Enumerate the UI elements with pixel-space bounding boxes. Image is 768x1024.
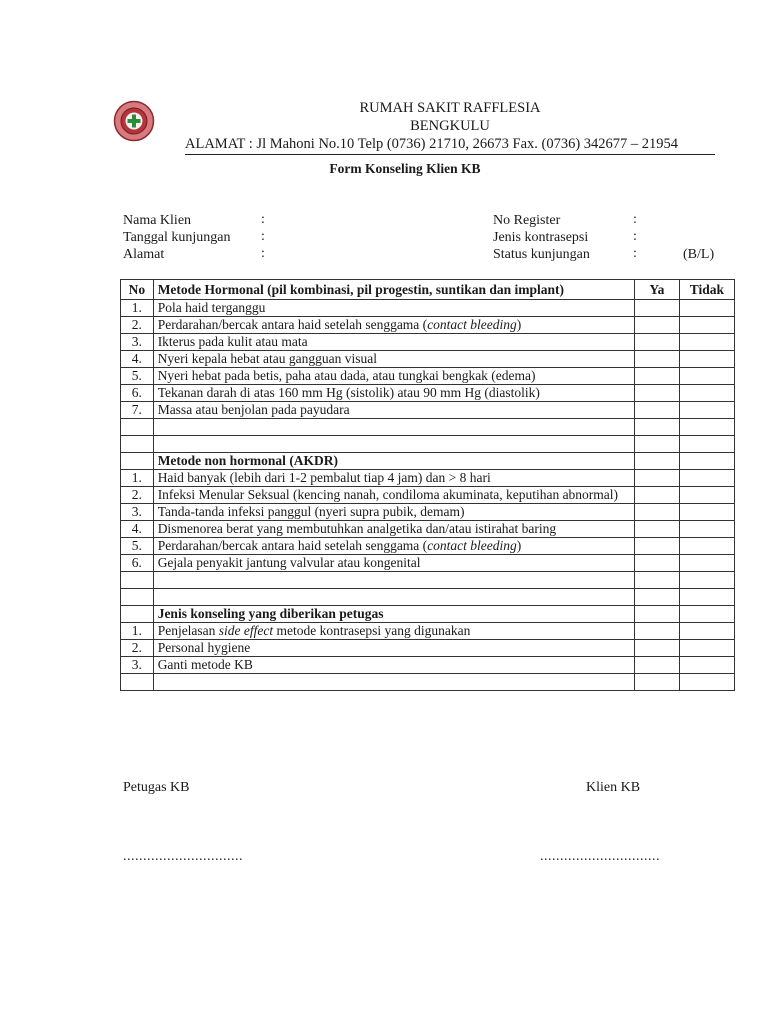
field-tanggal-kunjungan-label: Tanggal kunjungan [123, 230, 231, 245]
item-text-main: Penjelasan [157, 623, 219, 638]
ya-checkbox-cell[interactable] [634, 487, 679, 504]
table-row [121, 521, 735, 538]
section-title-row [121, 606, 735, 623]
ya-checkbox-cell[interactable] [634, 521, 679, 538]
blank-cell [679, 589, 734, 606]
item-text-main: Nyeri hebat pada betis, paha atau dada, atau tungkai bengkak (edema) [157, 368, 536, 383]
item-text-italic: contact bleeding [427, 317, 517, 332]
blank-cell [634, 419, 679, 436]
section-title-konseling: Jenis konseling yang diberikan petugas [153, 606, 634, 623]
item-text-after: ) [516, 317, 522, 332]
blank-cell [634, 572, 679, 589]
tidak-checkbox-cell[interactable] [679, 555, 734, 572]
tidak-checkbox-cell[interactable] [679, 300, 734, 317]
field-nama-klien-label: Nama Klien [123, 213, 192, 228]
item-text-main: Nyeri kepala hebat atau gangguan visual [157, 351, 377, 366]
table-row [121, 470, 735, 487]
checklist-table [120, 279, 735, 691]
table-row-blank [121, 419, 735, 436]
item-text [153, 402, 634, 419]
blank-cell [121, 606, 154, 623]
field-colon: : [261, 229, 265, 244]
hospital-logo-icon [113, 100, 155, 142]
item-text-main: Ikterus pada kulit atau mata [157, 334, 308, 349]
blank-cell [679, 572, 734, 589]
ya-checkbox-cell[interactable] [634, 351, 679, 368]
tidak-checkbox-cell[interactable] [679, 317, 734, 334]
item-text [153, 538, 634, 555]
tidak-checkbox-cell[interactable] [679, 657, 734, 674]
blank-cell [121, 674, 154, 691]
ya-checkbox-cell[interactable] [634, 555, 679, 572]
table-header-row [121, 280, 735, 300]
field-alamat-label: Alamat [123, 247, 165, 262]
field-status-kunjungan-label: Status kunjungan [493, 247, 590, 262]
item-text-main: Ganti metode KB [157, 657, 253, 672]
table-row [121, 640, 735, 657]
hospital-city: BENGKULU [410, 118, 490, 134]
item-text-after: metode kontrasepsi yang digunakan [273, 623, 471, 638]
ya-checkbox-cell[interactable] [634, 368, 679, 385]
ya-checkbox-cell[interactable] [634, 623, 679, 640]
klien-signature-label: Klien KB [586, 780, 641, 795]
tidak-checkbox-cell[interactable] [679, 640, 734, 657]
item-number: 2. [121, 487, 154, 504]
ya-checkbox-cell[interactable] [634, 385, 679, 402]
item-number: 2. [121, 640, 154, 657]
table-row [121, 351, 735, 368]
item-text [153, 470, 634, 487]
item-text-main: Pola haid terganggu [157, 300, 266, 315]
item-number: 1. [121, 300, 154, 317]
col-header-no: No [121, 280, 154, 300]
status-kunjungan-options: (B/L) [683, 247, 715, 262]
blank-cell [679, 606, 734, 623]
ya-checkbox-cell[interactable] [634, 538, 679, 555]
item-number: 4. [121, 521, 154, 538]
item-text-after: ) [516, 538, 522, 553]
item-text-main: Perdarahan/bercak antara haid setelah senggama ( [157, 317, 428, 332]
blank-cell [634, 674, 679, 691]
table-row [121, 487, 735, 504]
field-colon: : [633, 246, 637, 261]
item-text [153, 487, 634, 504]
field-colon: : [633, 212, 637, 227]
section-title-hormonal: Metode Hormonal (pil kombinasi, pil progestin, suntikan dan implant) [153, 280, 634, 300]
blank-cell [121, 436, 154, 453]
table-row-blank [121, 674, 735, 691]
item-number: 6. [121, 555, 154, 572]
item-text [153, 300, 634, 317]
ya-checkbox-cell[interactable] [634, 300, 679, 317]
petugas-signature-label: Petugas KB [123, 780, 190, 795]
field-jenis-kontrasepsi-label: Jenis kontrasepsi [493, 230, 589, 245]
blank-cell [679, 419, 734, 436]
table-row [121, 334, 735, 351]
col-header-tidak: Tidak [679, 280, 734, 300]
item-number: 1. [121, 623, 154, 640]
tidak-checkbox-cell[interactable] [679, 351, 734, 368]
blank-cell [634, 589, 679, 606]
item-text [153, 555, 634, 572]
item-number: 2. [121, 317, 154, 334]
tidak-checkbox-cell[interactable] [679, 368, 734, 385]
table-row [121, 504, 735, 521]
item-number: 1. [121, 470, 154, 487]
item-text [153, 317, 634, 334]
blank-cell [153, 419, 634, 436]
table-row-blank [121, 436, 735, 453]
item-text-main: Personal hygiene [157, 640, 251, 655]
ya-checkbox-cell[interactable] [634, 504, 679, 521]
hospital-name: RUMAH SAKIT RAFFLESIA [359, 100, 541, 116]
table-row [121, 368, 735, 385]
field-colon: : [261, 212, 265, 227]
item-text-main: Massa atau benjolan pada payudara [157, 402, 350, 417]
section-title-row [121, 453, 735, 470]
tidak-checkbox-cell[interactable] [679, 470, 734, 487]
item-text [153, 385, 634, 402]
table-row [121, 623, 735, 640]
blank-cell [153, 589, 634, 606]
table-row [121, 317, 735, 334]
table-row [121, 300, 735, 317]
table-row [121, 555, 735, 572]
tidak-checkbox-cell[interactable] [679, 334, 734, 351]
item-number: 5. [121, 538, 154, 555]
item-number: 7. [121, 402, 154, 419]
item-text-main: Gejala penyakit jantung valvular atau kongenital [157, 555, 421, 570]
table-row-blank [121, 589, 735, 606]
col-header-ya: Ya [634, 280, 679, 300]
section-title-non-hormonal: Metode non hormonal (AKDR) [153, 453, 634, 470]
tidak-checkbox-cell[interactable] [679, 487, 734, 504]
item-number: 3. [121, 657, 154, 674]
table-row [121, 657, 735, 674]
item-number: 3. [121, 334, 154, 351]
item-text-main: Haid banyak (lebih dari 1-2 pembalut tiap 4 jam) dan > 8 hari [157, 470, 491, 485]
item-text-main: Infeksi Menular Seksual (kencing nanah, condiloma akuminata, keputihan abnormal) [157, 487, 619, 502]
tidak-checkbox-cell[interactable] [679, 385, 734, 402]
item-text [153, 521, 634, 538]
item-text-italic: contact bleeding [427, 538, 517, 553]
blank-cell [679, 436, 734, 453]
item-text-main: Dismenorea berat yang membutuhkan analgetika dan/atau istirahat baring [157, 521, 557, 536]
blank-cell [153, 674, 634, 691]
blank-cell [153, 572, 634, 589]
blank-cell [679, 674, 734, 691]
table-row [121, 538, 735, 555]
item-number: 5. [121, 368, 154, 385]
blank-cell [121, 419, 154, 436]
blank-cell [121, 572, 154, 589]
blank-cell [153, 436, 634, 453]
ya-checkbox-cell[interactable] [634, 402, 679, 419]
klien-signature-line: .............................. [540, 849, 660, 864]
blank-cell [634, 606, 679, 623]
tidak-checkbox-cell[interactable] [679, 521, 734, 538]
ya-checkbox-cell[interactable] [634, 657, 679, 674]
item-text-main: Perdarahan/bercak antara haid setelah senggama ( [157, 538, 428, 553]
item-number: 6. [121, 385, 154, 402]
tidak-checkbox-cell[interactable] [679, 402, 734, 419]
item-text [153, 334, 634, 351]
item-text [153, 623, 634, 640]
blank-cell [679, 453, 734, 470]
blank-cell [634, 436, 679, 453]
ya-checkbox-cell[interactable] [634, 640, 679, 657]
item-text [153, 368, 634, 385]
ya-checkbox-cell[interactable] [634, 470, 679, 487]
item-text [153, 657, 634, 674]
form-title: Form Konseling Klien KB [329, 161, 481, 176]
blank-cell [634, 453, 679, 470]
field-colon: : [261, 246, 265, 261]
blank-cell [121, 589, 154, 606]
item-text-italic: side effect [218, 623, 274, 638]
item-text-main: Tekanan darah di atas 160 mm Hg (sistolik) atau 90 mm Hg (diastolik) [157, 385, 540, 400]
hospital-address: ALAMAT : Jl Mahoni No.10 Telp (0736) 21710, 26673 Fax. (0736) 342677 – 21954 [185, 136, 715, 155]
petugas-signature-line: .............................. [123, 849, 243, 864]
item-text [153, 351, 634, 368]
tidak-checkbox-cell[interactable] [679, 623, 734, 640]
item-text-main: Tanda-tanda infeksi panggul (nyeri supra pubik, demam) [157, 504, 465, 519]
item-text [153, 640, 634, 657]
table-row [121, 402, 735, 419]
tidak-checkbox-cell[interactable] [679, 538, 734, 555]
item-number: 4. [121, 351, 154, 368]
table-row-blank [121, 572, 735, 589]
item-number: 3. [121, 504, 154, 521]
table-row [121, 385, 735, 402]
field-colon: : [633, 229, 637, 244]
ya-checkbox-cell[interactable] [634, 317, 679, 334]
field-no-register-label: No Register [493, 213, 561, 228]
item-text [153, 504, 634, 521]
ya-checkbox-cell[interactable] [634, 334, 679, 351]
tidak-checkbox-cell[interactable] [679, 504, 734, 521]
blank-cell [121, 453, 154, 470]
